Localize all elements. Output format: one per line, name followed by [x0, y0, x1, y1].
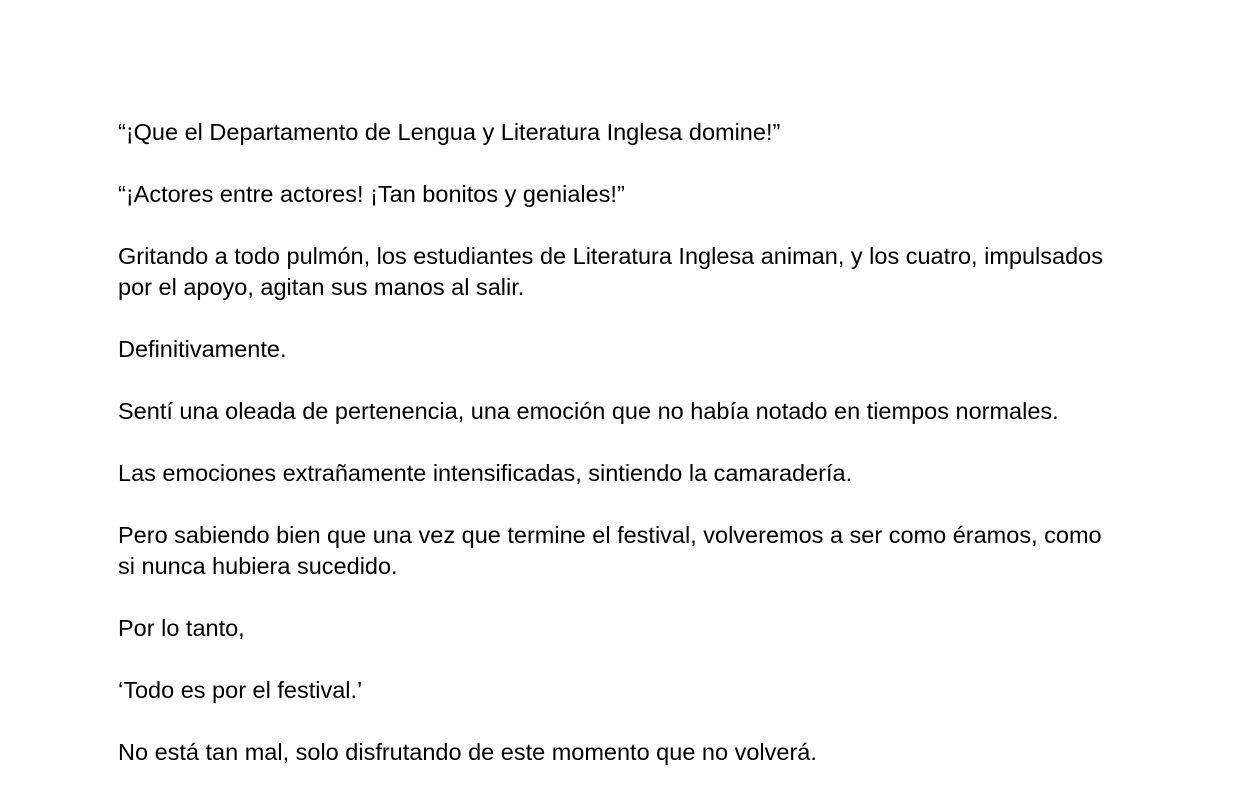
paragraph: ‘Todo es por el festival.’ — [118, 677, 363, 703]
paragraph: Sentí una oleada de pertenencia, una emoción que no había notado en tiempos normales. — [118, 398, 1059, 424]
paragraph: Pero sabiendo bien que una vez que termine el festival, volveremos a ser como éramos, como si nunca hubiera sucedido. — [118, 522, 1102, 579]
paragraph: No está tan mal, solo disfrutando de este momento que no volverá. — [118, 739, 817, 765]
paragraph: Gritando a todo pulmón, los estudiantes de Literatura Inglesa animan, y los cuatro, impulsados por el apoyo, agitan sus manos al salir. — [118, 243, 1103, 300]
paragraph: “¡Que el Departamento de Lengua y Literatura Inglesa domine!” — [118, 119, 781, 145]
paragraph: Las emociones extrañamente intensificadas, sintiendo la camaradería. — [118, 460, 853, 486]
document-body — [118, 117, 1118, 799]
paragraph: Por lo tanto, — [118, 615, 245, 641]
paragraph: Definitivamente. — [118, 336, 287, 362]
paragraph: “¡Actores entre actores! ¡Tan bonitos y geniales!” — [118, 181, 625, 207]
